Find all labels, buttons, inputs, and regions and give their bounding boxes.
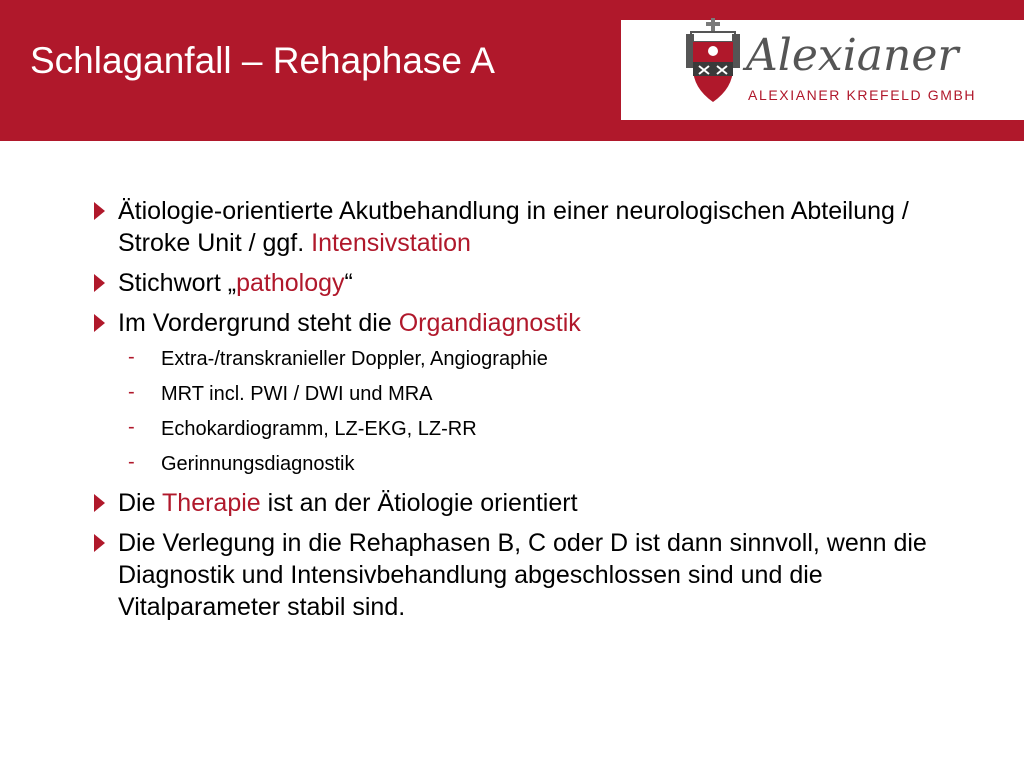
sub-bullet-text: Echokardiogramm, LZ-EKG, LZ-RR: [161, 418, 477, 440]
sub-bullet-item: [92, 452, 972, 477]
sub-bullet-text: MRT incl. PWI / DWI und MRA: [161, 383, 433, 405]
bullet-text: Die Verlegung in die Rehaphasen B, C oder D ist dann sinnvoll, wenn die Diagnostik und Intensivbehandlung abgeschlossen sind und die Vitalparameter stabil sind.: [118, 529, 927, 621]
bullet-item: [92, 195, 972, 259]
sub-bullet-marker: -: [128, 346, 135, 368]
bullet-text: ist an der Ätiologie orientiert: [260, 489, 578, 517]
brand-subtitle: ALEXIANER KREFELD GMBH: [748, 87, 977, 103]
bullet-arrow-icon: [94, 314, 105, 332]
bullet-text: Ätiologie-orientierte Akutbehandlung in einer neurologischen Abteilung / Stroke Unit / ggf.: [118, 197, 909, 257]
sub-bullet-text: Gerinnungsdiagnostik: [161, 453, 355, 475]
sub-bullet-item: [92, 347, 972, 372]
bullet-list: [92, 195, 972, 631]
bullet-arrow-icon: [94, 494, 105, 512]
bullet-item: [92, 527, 972, 623]
sub-bullet-list: [92, 347, 972, 477]
sub-bullet-marker: -: [128, 451, 135, 473]
bullet-arrow-icon: [94, 202, 105, 220]
sub-bullet-text: Extra-/transkranieller Doppler, Angiographie: [161, 348, 548, 370]
bullet-text: Die: [118, 489, 163, 517]
bullet-highlight: Therapie: [162, 489, 261, 517]
bullet-item: [92, 487, 972, 519]
brand-name: Alexianer: [746, 30, 959, 81]
sub-bullet-group: [92, 347, 972, 477]
sub-bullet-marker: -: [128, 416, 135, 438]
bullet-text: “: [344, 269, 353, 297]
bullet-text: Stichwort „: [118, 269, 237, 297]
bullet-arrow-icon: [94, 534, 105, 552]
bullet-highlight: pathology: [236, 269, 345, 297]
bullet-text: Im Vordergrund steht die: [118, 309, 399, 337]
bullet-arrow-icon: [94, 274, 105, 292]
bullet-highlight: Organdiagnostik: [398, 309, 581, 337]
alexianer-emblem-icon: [685, 16, 741, 108]
slide-title: Schlaganfall – Rehaphase A: [30, 40, 495, 81]
bullet-item: [92, 267, 972, 299]
bullet-highlight: Intensivstation: [311, 229, 471, 257]
sub-bullet-item: [92, 417, 972, 442]
sub-bullet-marker: -: [128, 381, 135, 403]
bullet-item: [92, 307, 972, 339]
sub-bullet-item: [92, 382, 972, 407]
